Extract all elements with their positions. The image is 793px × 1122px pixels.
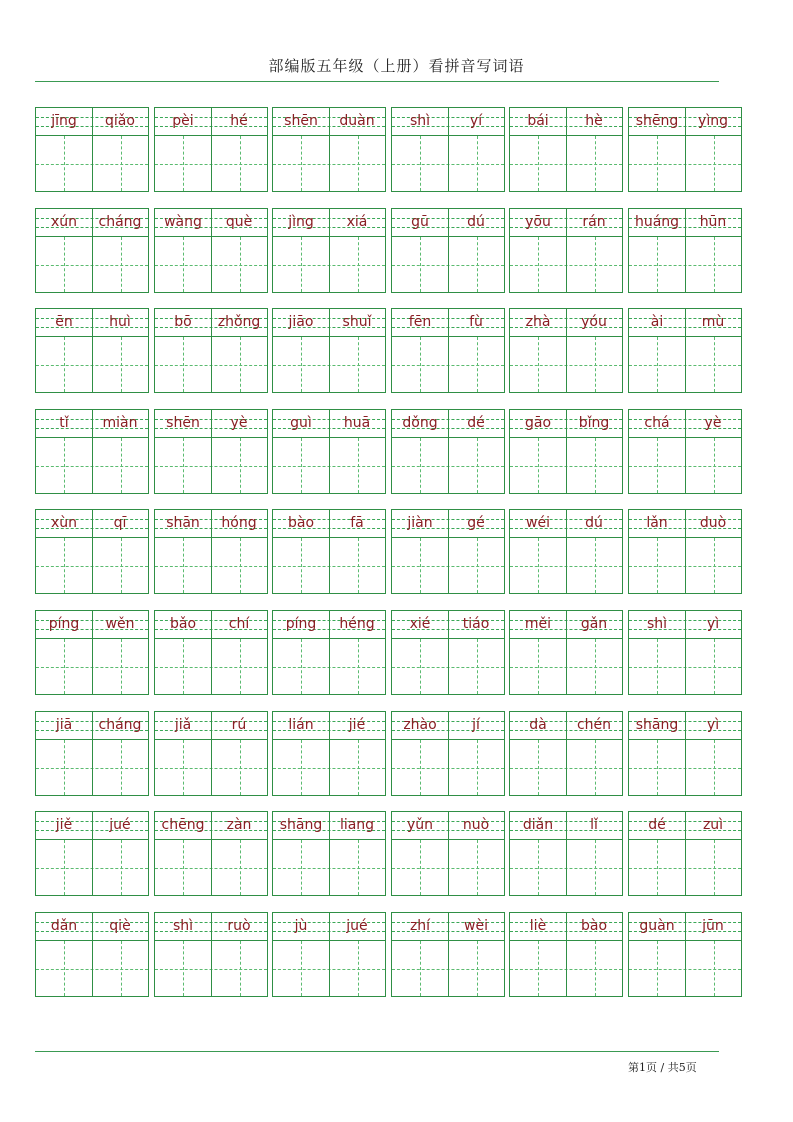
writing-area[interactable] <box>36 740 148 795</box>
pinyin-syllable: qiè <box>109 918 131 934</box>
writing-area[interactable] <box>155 136 267 191</box>
word-box <box>628 811 742 896</box>
pinyin-syllable: píng <box>285 616 317 632</box>
pinyin-syllable: dú <box>467 214 485 230</box>
writing-area[interactable] <box>629 740 741 795</box>
word-box <box>35 912 149 997</box>
pinyin-syllable: pèi <box>172 113 194 129</box>
word-box <box>391 509 505 594</box>
word-box <box>391 912 505 997</box>
pinyin-syllable: zhà <box>525 314 551 330</box>
pinyin-syllable: yōu <box>525 214 551 230</box>
word-box <box>509 409 623 494</box>
pinyin-syllable: hóng <box>221 515 257 531</box>
word-box <box>154 610 268 695</box>
word-box <box>628 409 742 494</box>
pinyin-syllable: héng <box>339 616 375 632</box>
pinyin-syllable: fā <box>350 515 364 531</box>
word-box <box>628 208 742 293</box>
writing-area[interactable] <box>510 740 622 795</box>
writing-area[interactable] <box>155 840 267 895</box>
pinyin-syllable: wěn <box>105 616 135 632</box>
pinyin-syllable: měi <box>524 616 552 632</box>
pinyin-syllable: dà <box>529 717 547 733</box>
word-box <box>391 711 505 796</box>
word-box <box>628 509 742 594</box>
pinyin-syllable: jué <box>346 918 368 934</box>
word-box <box>35 107 149 192</box>
word-box <box>272 610 386 695</box>
pinyin-syllable: lǎn <box>646 515 668 531</box>
writing-area[interactable] <box>392 840 504 895</box>
word-box <box>628 107 742 192</box>
writing-area[interactable] <box>629 840 741 895</box>
writing-area[interactable] <box>155 740 267 795</box>
writing-area[interactable] <box>392 740 504 795</box>
pinyin-syllable: qī <box>113 515 127 531</box>
word-box <box>628 912 742 997</box>
pinyin-syllable: chēng <box>161 817 205 833</box>
pinyin-syllable: zàn <box>226 817 252 833</box>
pinyin-syllable: nuò <box>462 817 490 833</box>
pinyin-syllable: tǐ <box>59 415 69 431</box>
pinyin-syllable: zhào <box>403 717 437 733</box>
pinyin-syllable: jù <box>294 918 308 934</box>
pinyin-syllable: yí <box>469 113 483 129</box>
word-box <box>509 107 623 192</box>
pinyin-syllable: què <box>225 214 253 230</box>
pinyin-syllable: yì <box>706 616 720 632</box>
word-box <box>628 711 742 796</box>
pinyin-syllable: bào <box>287 515 315 531</box>
pinyin-syllable: qiǎo <box>105 113 135 129</box>
pinyin-syllable: shēng <box>635 113 679 129</box>
pinyin-syllable: jiàn <box>407 515 433 531</box>
word-box <box>35 409 149 494</box>
writing-area[interactable] <box>392 337 504 392</box>
pinyin-syllable: gāo <box>524 415 552 431</box>
writing-area[interactable] <box>273 740 385 795</box>
pinyin-syllable: gū <box>411 214 429 230</box>
pinyin-syllable: bǎo <box>169 616 197 632</box>
word-box <box>272 509 386 594</box>
pinyin-syllable: gé <box>467 515 485 531</box>
pinyin-syllable: liang <box>339 817 375 833</box>
word-box <box>154 811 268 896</box>
pinyin-syllable: duàn <box>339 113 375 129</box>
pinyin-syllable: cháng <box>98 717 142 733</box>
pinyin-syllable: chí <box>228 616 250 632</box>
word-box <box>35 811 149 896</box>
pinyin-syllable: guàn <box>639 918 675 934</box>
pinyin-syllable: jié <box>348 717 366 733</box>
pinyin-syllable: shān <box>166 515 200 531</box>
pinyin-syllable: zhí <box>409 918 431 934</box>
pinyin-syllable: fù <box>469 314 483 330</box>
pinyin-syllable: shì <box>409 113 431 129</box>
pinyin-syllable: gǎn <box>580 616 608 632</box>
writing-area[interactable] <box>629 438 741 493</box>
word-box <box>154 107 268 192</box>
word-box <box>509 208 623 293</box>
pinyin-syllable: dé <box>648 817 666 833</box>
word-box <box>35 509 149 594</box>
pinyin-syllable: dǎn <box>50 918 78 934</box>
pinyin-syllable: lǐ <box>590 817 598 833</box>
word-box <box>154 711 268 796</box>
pinyin-syllable: jiāo <box>288 314 314 330</box>
word-box <box>391 107 505 192</box>
pinyin-syllable: ài <box>650 314 664 330</box>
pinyin-syllable: jūn <box>702 918 724 934</box>
writing-area[interactable] <box>629 337 741 392</box>
pinyin-syllable: xùn <box>50 515 78 531</box>
pinyin-syllable: zuì <box>702 817 724 833</box>
pinyin-syllable: yè <box>704 415 722 431</box>
pinyin-syllable: shì <box>646 616 668 632</box>
pinyin-syllable: rú <box>231 717 247 733</box>
page-number: 第1页 / 共5页 <box>628 1061 697 1074</box>
word-box <box>509 610 623 695</box>
writing-area[interactable] <box>510 840 622 895</box>
writing-area[interactable] <box>392 136 504 191</box>
pinyin-syllable: píng <box>48 616 80 632</box>
pinyin-syllable: jí <box>472 717 480 733</box>
writing-area[interactable] <box>155 337 267 392</box>
word-box <box>272 208 386 293</box>
pinyin-syllable: huáng <box>634 214 680 230</box>
pinyin-syllable: jīng <box>51 113 77 129</box>
pinyin-syllable: jué <box>109 817 131 833</box>
word-box <box>272 811 386 896</box>
pinyin-syllable: bái <box>527 113 549 129</box>
pinyin-syllable: tiáo <box>462 616 490 632</box>
writing-area[interactable] <box>36 438 148 493</box>
pinyin-syllable: wéi <box>526 515 550 531</box>
pinyin-syllable: dé <box>467 415 485 431</box>
writing-area[interactable] <box>273 941 385 996</box>
writing-area[interactable] <box>36 337 148 392</box>
pinyin-syllable: chén <box>576 717 612 733</box>
pinyin-syllable: shāng <box>279 817 323 833</box>
writing-area[interactable] <box>155 237 267 292</box>
pinyin-syllable: yìng <box>698 113 728 129</box>
pinyin-syllable: yǔn <box>406 817 434 833</box>
footer-rule <box>35 1051 719 1052</box>
writing-area[interactable] <box>36 237 148 292</box>
writing-area[interactable] <box>392 941 504 996</box>
word-box <box>509 912 623 997</box>
pinyin-syllable: miàn <box>102 415 138 431</box>
writing-area[interactable] <box>510 538 622 593</box>
pinyin-syllable: hūn <box>699 214 727 230</box>
pinyin-syllable: jiě <box>55 817 73 833</box>
pinyin-syllable: wèi <box>464 918 488 934</box>
pinyin-syllable: shì <box>172 918 194 934</box>
page-title: 部编版五年级（上册）看拼音写词语 <box>268 57 525 75</box>
word-box <box>391 409 505 494</box>
pinyin-syllable: jìng <box>288 214 314 230</box>
word-box <box>628 308 742 393</box>
pinyin-syllable: fēn <box>408 314 432 330</box>
pinyin-syllable: liè <box>529 918 547 934</box>
word-box <box>391 610 505 695</box>
pinyin-syllable: xié <box>409 616 431 632</box>
pinyin-syllable: jiā <box>55 717 73 733</box>
writing-area[interactable] <box>36 639 148 694</box>
pinyin-syllable: shēn <box>166 415 200 431</box>
word-box <box>35 711 149 796</box>
writing-area[interactable] <box>155 639 267 694</box>
pinyin-syllable: shēn <box>284 113 318 129</box>
word-box <box>509 308 623 393</box>
writing-area[interactable] <box>629 639 741 694</box>
writing-area[interactable] <box>392 438 504 493</box>
writing-area[interactable] <box>273 237 385 292</box>
pinyin-syllable: dú <box>585 515 603 531</box>
writing-area[interactable] <box>392 538 504 593</box>
pinyin-syllable: shuǐ <box>342 314 372 330</box>
word-box <box>35 308 149 393</box>
writing-area[interactable] <box>510 237 622 292</box>
pinyin-syllable: yóu <box>581 314 607 330</box>
writing-area[interactable] <box>155 438 267 493</box>
word-box <box>272 711 386 796</box>
pinyin-syllable: mù <box>701 314 725 330</box>
writing-area[interactable] <box>510 438 622 493</box>
word-box <box>154 208 268 293</box>
pinyin-syllable: duò <box>699 515 727 531</box>
pinyin-syllable: zhǒng <box>217 314 261 330</box>
writing-area[interactable] <box>629 538 741 593</box>
pinyin-syllable: bō <box>174 314 192 330</box>
pinyin-syllable: chá <box>644 415 670 431</box>
pinyin-syllable: jiǎ <box>174 717 192 733</box>
word-box <box>509 509 623 594</box>
pinyin-syllable: bào <box>580 918 608 934</box>
writing-area[interactable] <box>273 438 385 493</box>
word-box <box>272 107 386 192</box>
writing-area[interactable] <box>392 639 504 694</box>
pinyin-syllable: lián <box>288 717 314 733</box>
word-box <box>272 409 386 494</box>
word-box <box>391 308 505 393</box>
pinyin-syllable: shāng <box>635 717 679 733</box>
pinyin-syllable: yì <box>706 717 720 733</box>
word-box <box>154 308 268 393</box>
pinyin-syllable: xiá <box>346 214 368 230</box>
pinyin-syllable: ruò <box>227 918 251 934</box>
pinyin-syllable: wàng <box>164 214 202 230</box>
writing-area[interactable] <box>36 941 148 996</box>
writing-area[interactable] <box>510 941 622 996</box>
word-box <box>35 610 149 695</box>
writing-area[interactable] <box>510 639 622 694</box>
writing-area[interactable] <box>273 538 385 593</box>
writing-area[interactable] <box>36 840 148 895</box>
writing-area[interactable] <box>273 136 385 191</box>
pinyin-syllable: cháng <box>98 214 142 230</box>
word-box <box>272 308 386 393</box>
word-box <box>628 610 742 695</box>
pinyin-syllable: yè <box>230 415 248 431</box>
pinyin-syllable: dǒng <box>402 415 438 431</box>
word-box <box>154 912 268 997</box>
writing-area[interactable] <box>36 538 148 593</box>
pinyin-syllable: huā <box>343 415 371 431</box>
pinyin-syllable: bǐng <box>578 415 610 431</box>
writing-area[interactable] <box>629 136 741 191</box>
writing-area[interactable] <box>155 538 267 593</box>
writing-area[interactable] <box>155 941 267 996</box>
writing-area[interactable] <box>629 941 741 996</box>
pinyin-syllable: rán <box>582 214 606 230</box>
writing-area[interactable] <box>510 136 622 191</box>
writing-area[interactable] <box>36 136 148 191</box>
word-box <box>154 409 268 494</box>
writing-area[interactable] <box>273 639 385 694</box>
pinyin-syllable: hè <box>585 113 603 129</box>
pinyin-syllable: ēn <box>55 314 73 330</box>
word-box <box>509 811 623 896</box>
pinyin-syllable: diǎn <box>522 817 554 833</box>
pinyin-syllable: xún <box>50 214 78 230</box>
writing-area[interactable] <box>273 337 385 392</box>
word-box <box>154 509 268 594</box>
word-box <box>509 711 623 796</box>
pinyin-syllable: hé <box>230 113 248 129</box>
pinyin-syllable: huì <box>109 314 131 330</box>
writing-area[interactable] <box>629 237 741 292</box>
writing-area[interactable] <box>273 840 385 895</box>
word-box <box>391 208 505 293</box>
word-box <box>35 208 149 293</box>
word-box <box>391 811 505 896</box>
word-box <box>272 912 386 997</box>
writing-area[interactable] <box>392 237 504 292</box>
pinyin-syllable: guì <box>290 415 312 431</box>
writing-area[interactable] <box>510 337 622 392</box>
